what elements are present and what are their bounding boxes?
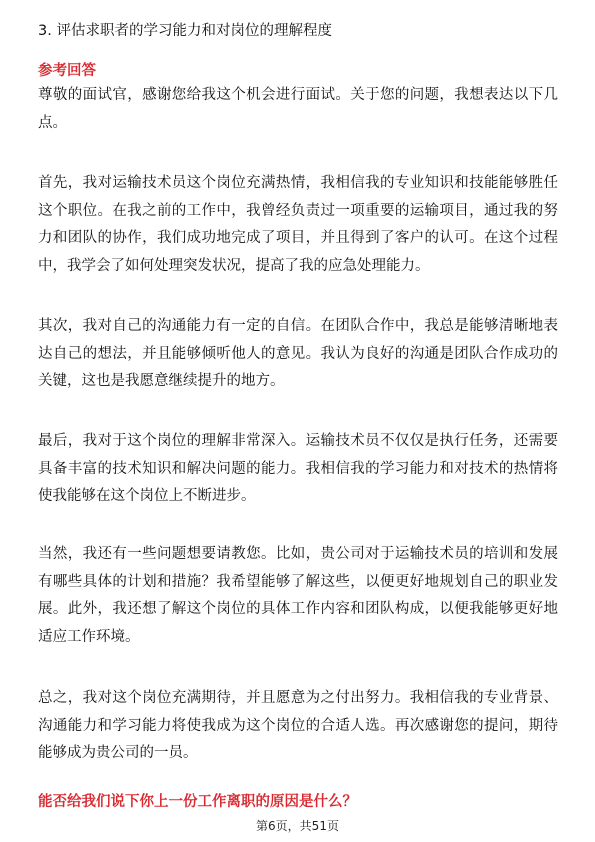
answer-paragraph-conclusion: 总之，我对这个岗位充满期待，并且愿意为之付出努力。我相信我的专业背景、沟通能力和学习能力将使我成为这个岗位的合适人选。再次感谢您的提问，期待能够成为贵公司的一员。	[38, 690, 558, 761]
answer-paragraph-intro: 尊敬的面试官，感谢您给我这个机会进行面试。关于您的问题，我想表达以下几点。	[38, 87, 558, 131]
answer-paragraph-first: 首先，我对运输技术员这个岗位充满热情，我相信我的专业知识和技能能够胜任这个职位。在我之前的工作中，我曾经负责过一项重要的运输项目，通过我的努力和团队的协作，我们成功地完成了项目，并且得到了客户的认可。在这个过程中，我学会了如何处理突发状况，提高了我的应急处理能力。	[38, 175, 558, 274]
answer-label: 参考回答	[38, 63, 96, 79]
answer-paragraph-last: 最后，我对于这个岗位的理解非常深入。运输技术员不仅仅是执行任务，还需要具备丰富的技术知识和解决问题的能力。我相信我的学习能力和对技术的热情将使我能够在这个岗位上不断进步。	[38, 433, 558, 504]
answer-paragraph-questions: 当然，我还有一些问题想要请教您。比如，贵公司对于运输技术员的培训和发展有哪些具体的计划和措施？我希望能够了解这些，以便更好地规划自己的职业发展。此外，我还想了解这个岗位的具体工作内容和团队构成，以便我能够更好地适应工作环境。	[38, 546, 558, 645]
next-question-heading: 能否给我们说下你上一份工作离职的原因是什么？	[38, 794, 357, 810]
answer-paragraph-second: 其次，我对自己的沟通能力有一定的自信。在团队合作中，我总是能够清晰地表达自己的想法，并且能够倾听他人的意见。我认为良好的沟通是团队合作成功的关键，这也是我愿意继续提升的地方。	[38, 318, 558, 389]
page-number: 第6页，共51页	[256, 819, 339, 833]
question-title: 3. 评估求职者的学习能力和对岗位的理解程度	[38, 23, 332, 39]
